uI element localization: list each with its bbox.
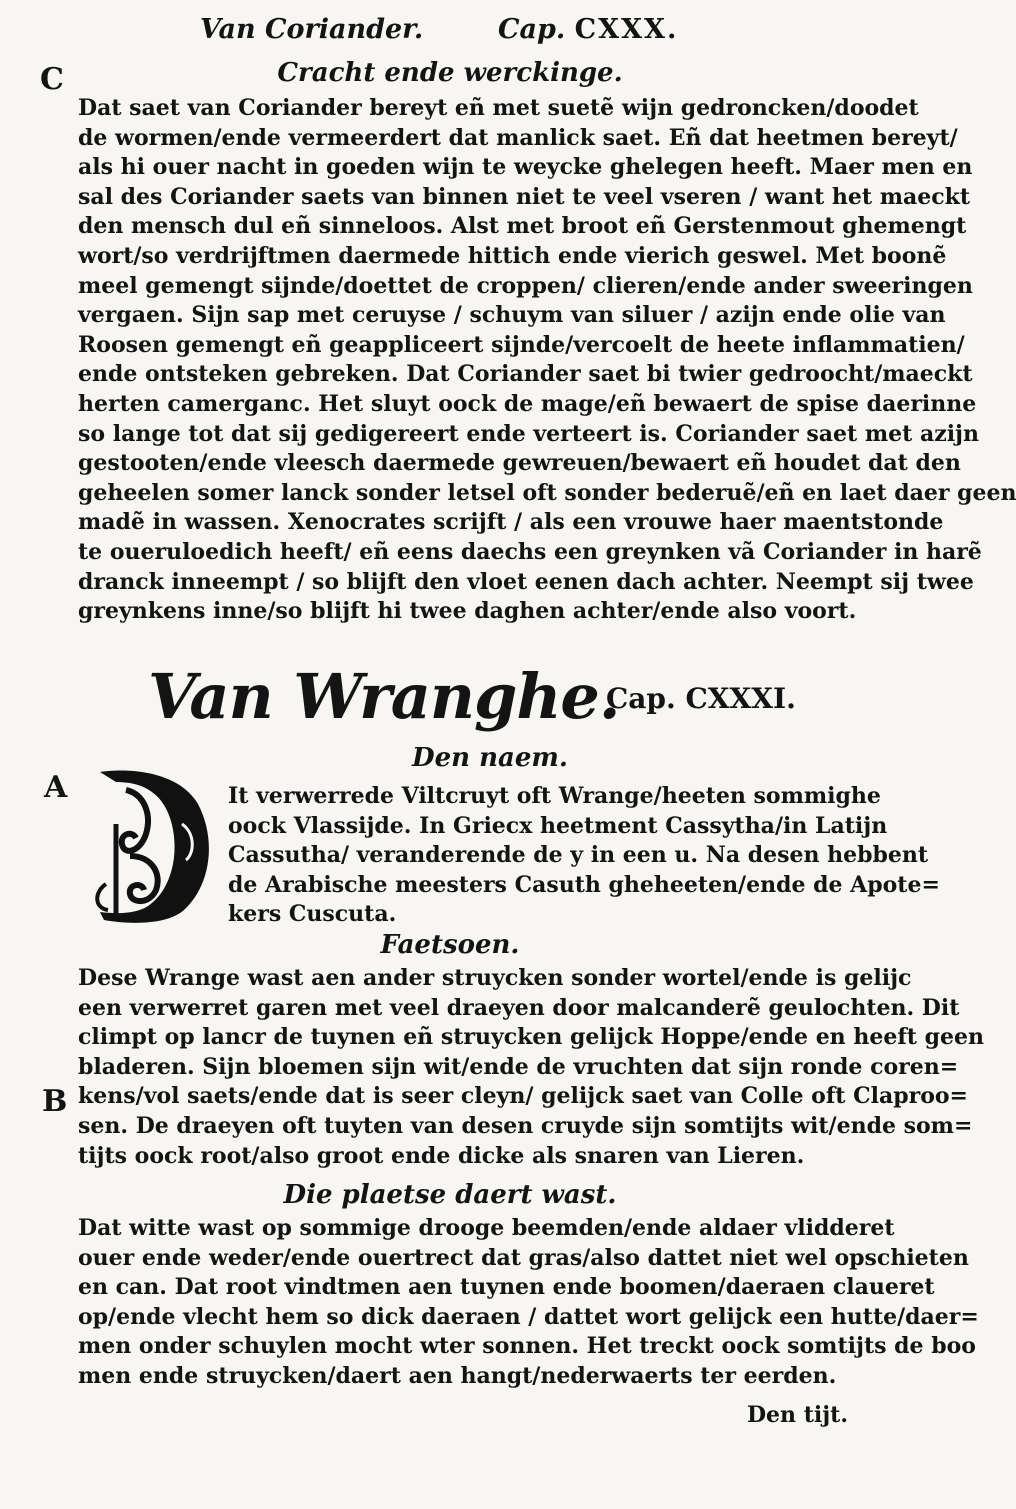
paragraph-naem (228, 782, 940, 930)
text-line: gestooten/ende vleesch daermede gewreuen/bewaert eñ houdet dat den (78, 450, 961, 477)
chapter-word: Cap. (606, 682, 676, 715)
text-line: tijts oock root/also groot ende dicke als snaren van Lieren. (78, 1142, 805, 1169)
text-line: sal des Coriander saets van binnen niet te veel vseren / want het maeckt (78, 183, 971, 210)
text-line: ende ontsteken gebreken. Dat Coriander saet bi twier gedroocht/maeckt (78, 361, 973, 388)
chapter-title (148, 660, 848, 740)
text-line: kens/vol saets/ende dat is seer cleyn/ gelijck saet van Colle oft Claproo= (78, 1083, 968, 1110)
text-line: so lange tot dat sij gedigereert ende verteert is. Coriander saet met azijn (78, 420, 980, 447)
text-line: herten camerganc. Het sluyt oock de mage/eñ bewaert de spise daerinne (78, 390, 977, 417)
text-line: als hi ouer nacht in goeden wijn te weycke ghelegen heeft. Maer men en (78, 154, 973, 181)
running-head-title: Van Coriander. (200, 14, 424, 45)
text-line: een verwerret garen met veel draeyen door malcanderẽ geulochten. Dit (78, 994, 960, 1021)
text-line: climpt op lancr de tuynen eñ struycken gelijck Hoppe/ende en heeft geen (78, 1024, 984, 1051)
text-line: wort/so verdrijftmen daermede hittich ende vierich geswel. Met boonẽ (78, 242, 947, 269)
text-line: men onder schuylen mocht wter sonnen. Het treckt oock somtijts de boo (78, 1333, 976, 1360)
text-line: geheelen somer lanck sonder letsel oft sonder bederuẽ/eñ en laet daer geen (78, 479, 1016, 506)
paragraph-faetsoen (78, 964, 984, 1171)
text-line: op/ende vlecht hem so dick daeraen / dattet wort gelijck een hutte/daer= (78, 1303, 979, 1330)
chapter-title-number (606, 682, 796, 715)
text-line: madẽ in wassen. Xenocrates scrijft / als een vrouwe haer maentstonde (78, 509, 944, 536)
text-line: Roosen gemengt eñ geappliceert sijnde/vercoelt de heete inflammatien/ (78, 331, 965, 358)
catchword: Den tijt. (746, 1402, 848, 1428)
paragraph-plaetse (78, 1214, 979, 1392)
text-line: oock Vlassijde. In Griecx heetment Cassytha/in Latijn (228, 812, 888, 839)
margin-letter-a: A (44, 770, 68, 805)
ornamental-initial-d (86, 764, 218, 928)
margin-letter-b: B (42, 1084, 68, 1119)
text-line: de Arabische meesters Casuth gheheeten/ende de Apote= (228, 871, 940, 898)
running-head-chapter-word: Cap. (498, 14, 566, 45)
chapter-number: CXXXI. (685, 682, 796, 715)
text-line: de wormen/ende vermeerdert dat manlick saet. Eñ dat heetmen bereyt/ (78, 124, 958, 151)
margin-letter-c: C (40, 62, 64, 97)
text-line: men ende struycken/daert aen hangt/nederwaerts ter eerden. (78, 1362, 837, 1389)
section-heading-plaetse: Die plaetse daert wast. (283, 1180, 617, 1210)
text-line: kers Cuscuta. (228, 901, 397, 928)
text-line: te oueruloedich heeft/ eñ eens daechs een greynken vã Coriander in harẽ (78, 538, 982, 565)
text-line: It verwerrede Viltcruyt oft Wrange/heeten sommighe (228, 783, 881, 809)
text-line: Cassutha/ veranderende de y in een u. Na desen hebbent (228, 842, 929, 869)
text-line: bladeren. Sijn bloemen sijn wit/ende de vruchten dat sijn ronde coren= (78, 1053, 959, 1080)
running-head-chapter-number: CXXX. (574, 14, 679, 45)
text-line: en can. Dat root vindtmen aen tuynen ende boomen/daeraen claueret (78, 1274, 935, 1301)
chapter-title-name: Van Wranghe. (148, 660, 620, 733)
text-line: ouer ende weder/ende ouertrect dat gras/also dattet niet wel opschieten (78, 1244, 969, 1271)
text-line: Dat saet van Coriander bereyt eñ met suetẽ wijn gedroncken/doodet (78, 95, 919, 121)
text-line: den mensch dul eñ sinneloos. Alst met broot eñ Gerstenmout ghemengt (78, 213, 967, 240)
paragraph-cracht (78, 94, 1016, 627)
text-line: dranck inneempt / so blijft den vloet eenen dach achter. Neempt sij twee (78, 568, 974, 595)
text-line: greynkens inne/so blijft hi twee daghen achter/ende also voort. (78, 598, 857, 625)
text-line: sen. De draeyen oft tuyten van desen cruyde sijn somtijts wit/ende som= (78, 1112, 973, 1139)
text-line: Dat witte wast op sommige drooge beemden/ende aldaer vlidderet (78, 1215, 895, 1241)
running-head (200, 14, 720, 50)
text-line: meel gemengt sijnde/doettet de croppen/ clieren/ende ander sweeringen (78, 272, 973, 299)
text-line: Dese Wrange wast aen ander struycken sonder wortel/ende is gelijc (78, 965, 912, 991)
running-head-chapter (498, 14, 678, 45)
section-heading-faetsoen: Faetsoen. (380, 930, 520, 960)
text-line: vergaen. Sijn sap met ceruyse / schuym van siluer / azijn ende olie van (78, 302, 946, 329)
section-heading-cracht: Cracht ende werckinge. (277, 58, 623, 88)
section-heading-naem: Den naem. (412, 743, 568, 773)
